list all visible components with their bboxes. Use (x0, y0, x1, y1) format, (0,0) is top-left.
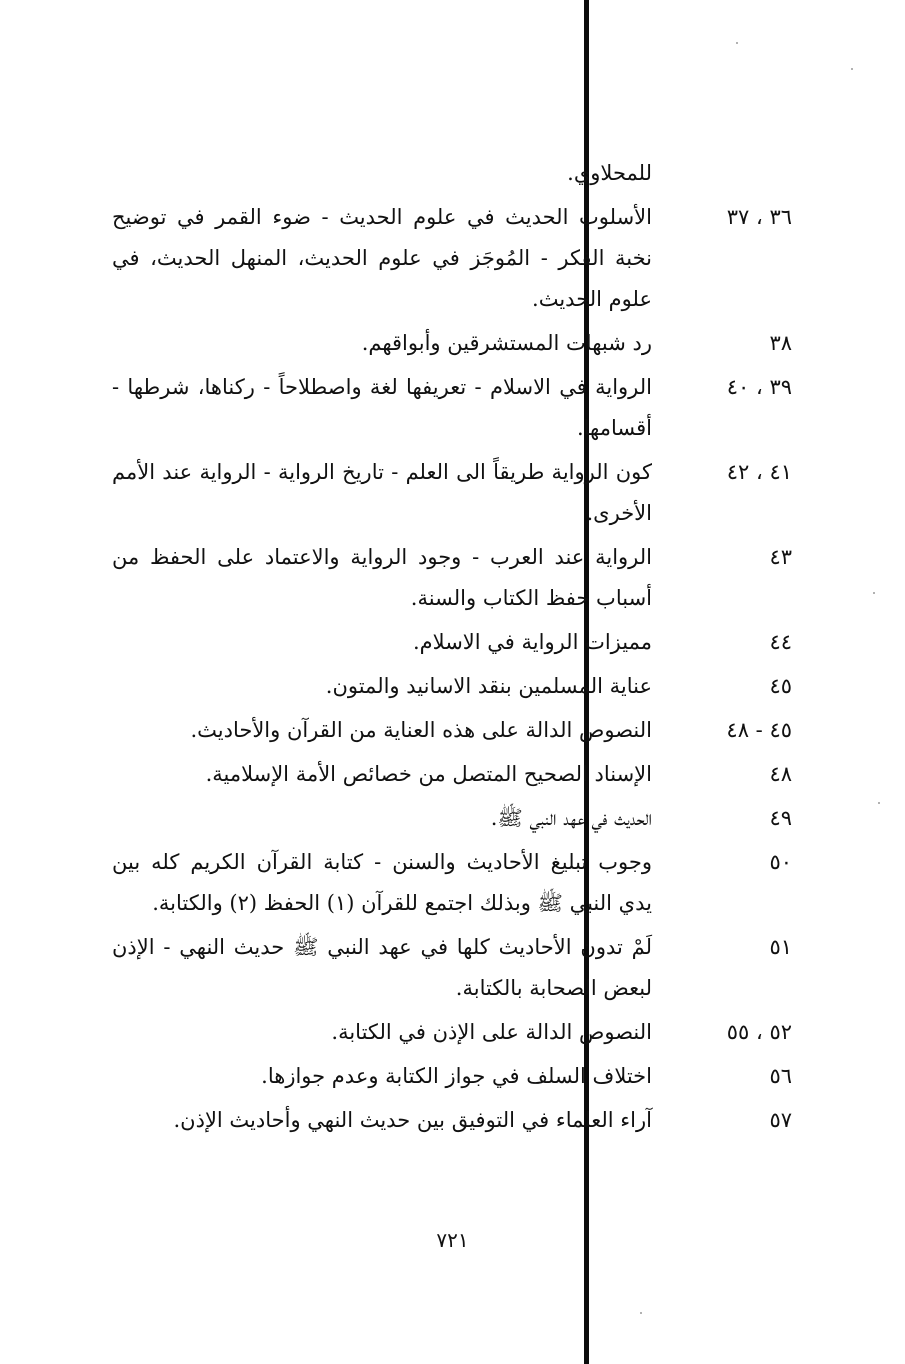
entry-text: اختلاف السلف في جواز الكتابة وعدم جوازها. (261, 1064, 652, 1088)
entry-text: عناية المسلمين بنقد الاسانيد والمتون. (325, 674, 652, 698)
index-entry (112, 1100, 792, 1141)
scan-speck (873, 592, 875, 594)
entry-text: الأسلوب الحديث في علوم الحديث - ضوء القمر في توضيح نخبة الفكر - المُوجَز في علوم الحديث، المنهل الحديث، في علوم الحديث. (112, 205, 652, 311)
entry-pages: ٣٦ ، ٣٧ (726, 205, 792, 229)
entry-text: مميزات الرواية في الاسلام. (413, 630, 652, 654)
scan-speck (851, 68, 853, 70)
index-entry (112, 622, 792, 663)
entry-text: رد شبهات المستشرقين وأبواقهم. (361, 331, 652, 355)
index-entry (112, 754, 792, 795)
entry-pages: ٣٩ ، ٤٠ (726, 375, 792, 399)
index-entry (112, 1012, 792, 1053)
entry-text: لَمْ تدون الأحاديث كلها في عهد النبي ﷺ حديث النهي - الإذن لبعض الصحابة بالكتابة. (112, 935, 652, 1000)
entry-pages: ٤٥ - ٤٨ (726, 718, 792, 742)
entry-pages: ٤٥ (769, 674, 792, 698)
index-entry (112, 537, 792, 619)
entry-text: الرواية عند العرب - وجود الرواية والاعتماد على الحفظ من أسباب حفظ الكتاب والسنة. (112, 545, 652, 610)
entry-pages: ٥٦ (769, 1064, 792, 1088)
index-entry (112, 323, 792, 364)
entry-pages: ٥٧ (769, 1108, 792, 1132)
index-entry (112, 710, 792, 751)
index-entry (112, 666, 792, 707)
entry-text: الرواية في الاسلام - تعريفها لغة واصطلاحاً - ركناها، شرطها - أقسامها. (112, 375, 652, 440)
page-number: ٧٢١ (436, 1228, 469, 1252)
index-entry (112, 367, 792, 449)
entry-pages: ٤٤ (769, 630, 792, 654)
entry-text: الحديث في عهد النبي ﷺ. (490, 806, 652, 830)
index-entry (112, 197, 792, 320)
scan-speck (736, 42, 738, 44)
entry-pages: ٥١ (769, 935, 792, 959)
index-entries (112, 153, 792, 1144)
index-entry (112, 452, 792, 534)
entry-text: آراء العلماء في التوفيق بين حديث النهي وأحاديث الإذن. (173, 1108, 652, 1132)
scan-speck (878, 802, 880, 804)
entry-text: النصوص الدالة على هذه العناية من القرآن والأحاديث. (190, 718, 652, 742)
entry-pages: ٤٣ (769, 545, 792, 569)
index-entry (112, 927, 792, 1009)
index-entry (112, 1056, 792, 1097)
entry-text: الإسناد الصحيح المتصل من خصائص الأمة الإسلامية. (205, 762, 652, 786)
entry-text: للمحلاوي. (567, 161, 652, 185)
index-entry (112, 842, 792, 924)
index-entry (112, 798, 792, 839)
entry-pages: ٤١ ، ٤٢ (726, 460, 792, 484)
entry-pages: ٣٨ (769, 331, 792, 355)
entry-pages: ٤٨ (769, 762, 792, 786)
entry-pages: ٥٠ (769, 850, 792, 874)
entry-text: كون الرواية طريقاً الى العلم - تاريخ الرواية - الرواية عند الأمم الأخرى. (112, 460, 652, 525)
index-entry (112, 153, 792, 194)
entry-text: وجوب تبليغ الأحاديث والسنن - كتابة القرآن الكريم كله بين يدي النبي ﷺ وبذلك اجتمع للقرآن (١) الحفظ (٢) والكتابة. (112, 850, 652, 915)
entry-text: النصوص الدالة على الإذن في الكتابة. (331, 1020, 652, 1044)
entry-pages: ٥٢ ، ٥٥ (726, 1020, 792, 1044)
entry-pages: ٤٩ (769, 806, 792, 830)
scan-speck (640, 1312, 642, 1314)
